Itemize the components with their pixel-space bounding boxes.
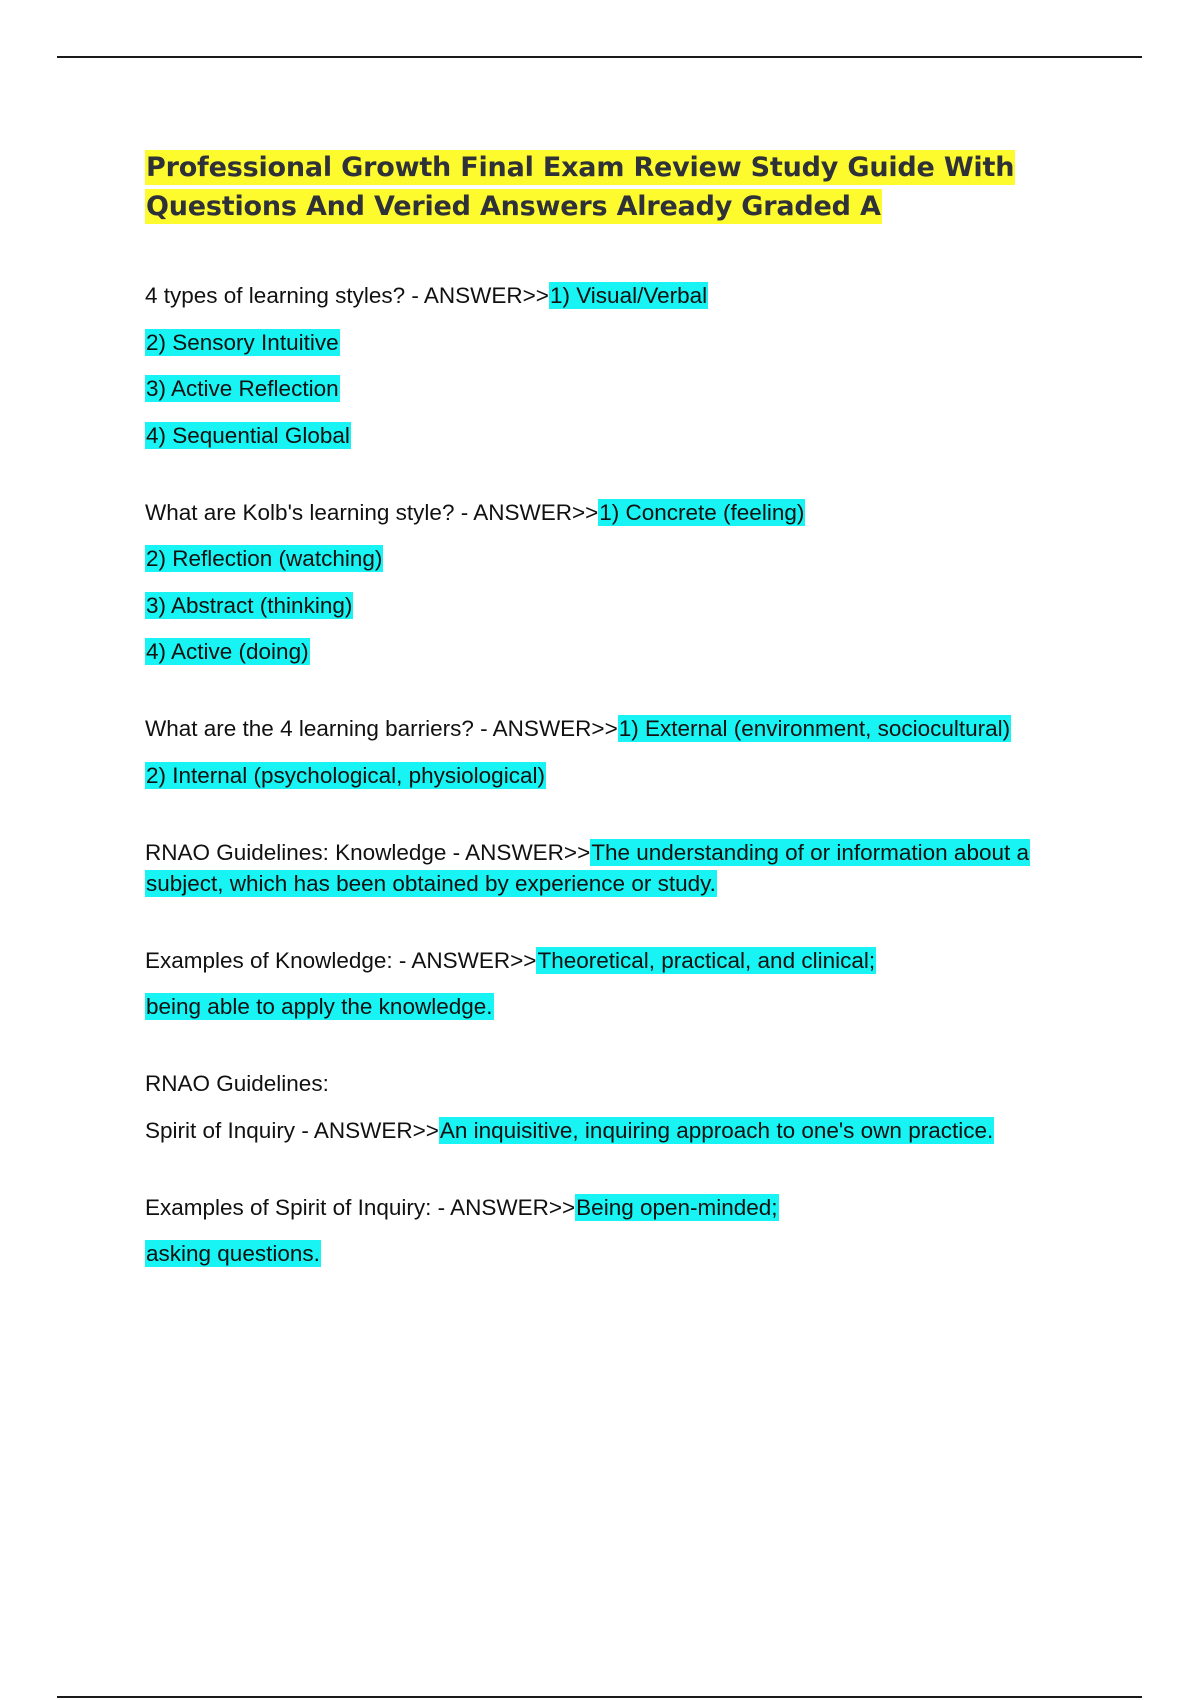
answer-marker: - ANSWER>>	[295, 1117, 439, 1143]
question-line	[145, 713, 1090, 744]
answer-text: 3) Active Reflection	[146, 376, 339, 401]
answer-line	[145, 373, 1090, 404]
answer-text: 2) Internal (psychological, physiological)	[146, 762, 545, 788]
answer-text: asking questions.	[146, 1241, 320, 1266]
answer-marker: - ANSWER>>	[473, 716, 618, 741]
answer-marker: - ANSWER>>	[405, 283, 549, 308]
answer-text: 4) Active (doing)	[146, 639, 309, 664]
qa-list	[145, 280, 1090, 1269]
question-text: Examples of Knowledge:	[145, 947, 393, 973]
answer-text: being able to apply the knowledge.	[146, 994, 493, 1019]
document-body	[145, 148, 1090, 1315]
qa-item	[145, 497, 1090, 668]
question-text: What are the 4 learning barriers?	[145, 716, 474, 741]
answer-line	[145, 590, 1090, 621]
qa-item	[145, 837, 1090, 899]
answer-text: 4) Sequential Global	[146, 422, 350, 448]
bottom-rule	[57, 1696, 1142, 1698]
answer-text: The understanding of or information about a subject, which has been obtained by experience or study.	[146, 839, 1030, 896]
answer-line	[145, 543, 1090, 574]
question-line	[145, 837, 1090, 899]
answer-text: Theoretical, practical, and clinical;	[537, 947, 876, 973]
top-rule	[57, 56, 1142, 58]
answer-line	[145, 991, 1090, 1022]
qa-item	[145, 945, 1090, 1023]
question-heading: RNAO Guidelines:	[145, 1071, 329, 1096]
answer-text: An inquisitive, inquiring approach to one's own practice.	[439, 1117, 994, 1143]
qa-item	[145, 280, 1090, 451]
question-line	[145, 497, 1090, 528]
question-text: RNAO Guidelines: Knowledge	[145, 839, 447, 865]
answer-line	[145, 1238, 1090, 1269]
question-line	[145, 1192, 1090, 1223]
answer-line	[145, 636, 1090, 667]
document-title-text: Professional Growth Final Exam Review Study Guide With Questions And Veried Answers Already Graded A	[146, 152, 1015, 222]
answer-line	[145, 327, 1090, 358]
question-line	[145, 945, 1090, 976]
answer-line	[145, 420, 1090, 451]
answer-text: 3) Abstract (thinking)	[146, 592, 353, 618]
question-line	[145, 280, 1090, 311]
answer-text: 2) Sensory Intuitive	[146, 329, 339, 355]
answer-text: 1) Visual/Verbal	[549, 283, 708, 308]
answer-text: 1) Concrete (feeling)	[599, 499, 805, 525]
answer-marker: - ANSWER>>	[431, 1194, 576, 1220]
answer-text: 2) Reflection (watching)	[146, 546, 383, 571]
document-title	[145, 148, 1090, 226]
question-text: Examples of Spirit of Inquiry:	[145, 1194, 432, 1220]
answer-marker: - ANSWER>>	[454, 499, 599, 525]
answer-marker: - ANSWER>>	[446, 839, 591, 865]
question-text: What are Kolb's learning style?	[145, 499, 455, 525]
question-text: Spirit of Inquiry	[145, 1117, 296, 1143]
answer-text: 1) External (environment, sociocultural)	[618, 716, 1011, 741]
qa-item	[145, 1068, 1090, 1146]
answer-marker: - ANSWER>>	[392, 947, 537, 973]
answer-text: Being open-minded;	[576, 1194, 778, 1220]
answer-line	[145, 760, 1090, 791]
question-text: 4 types of learning styles?	[145, 283, 406, 308]
question-line	[145, 1115, 1090, 1146]
qa-item	[145, 713, 1090, 791]
qa-item	[145, 1192, 1090, 1270]
